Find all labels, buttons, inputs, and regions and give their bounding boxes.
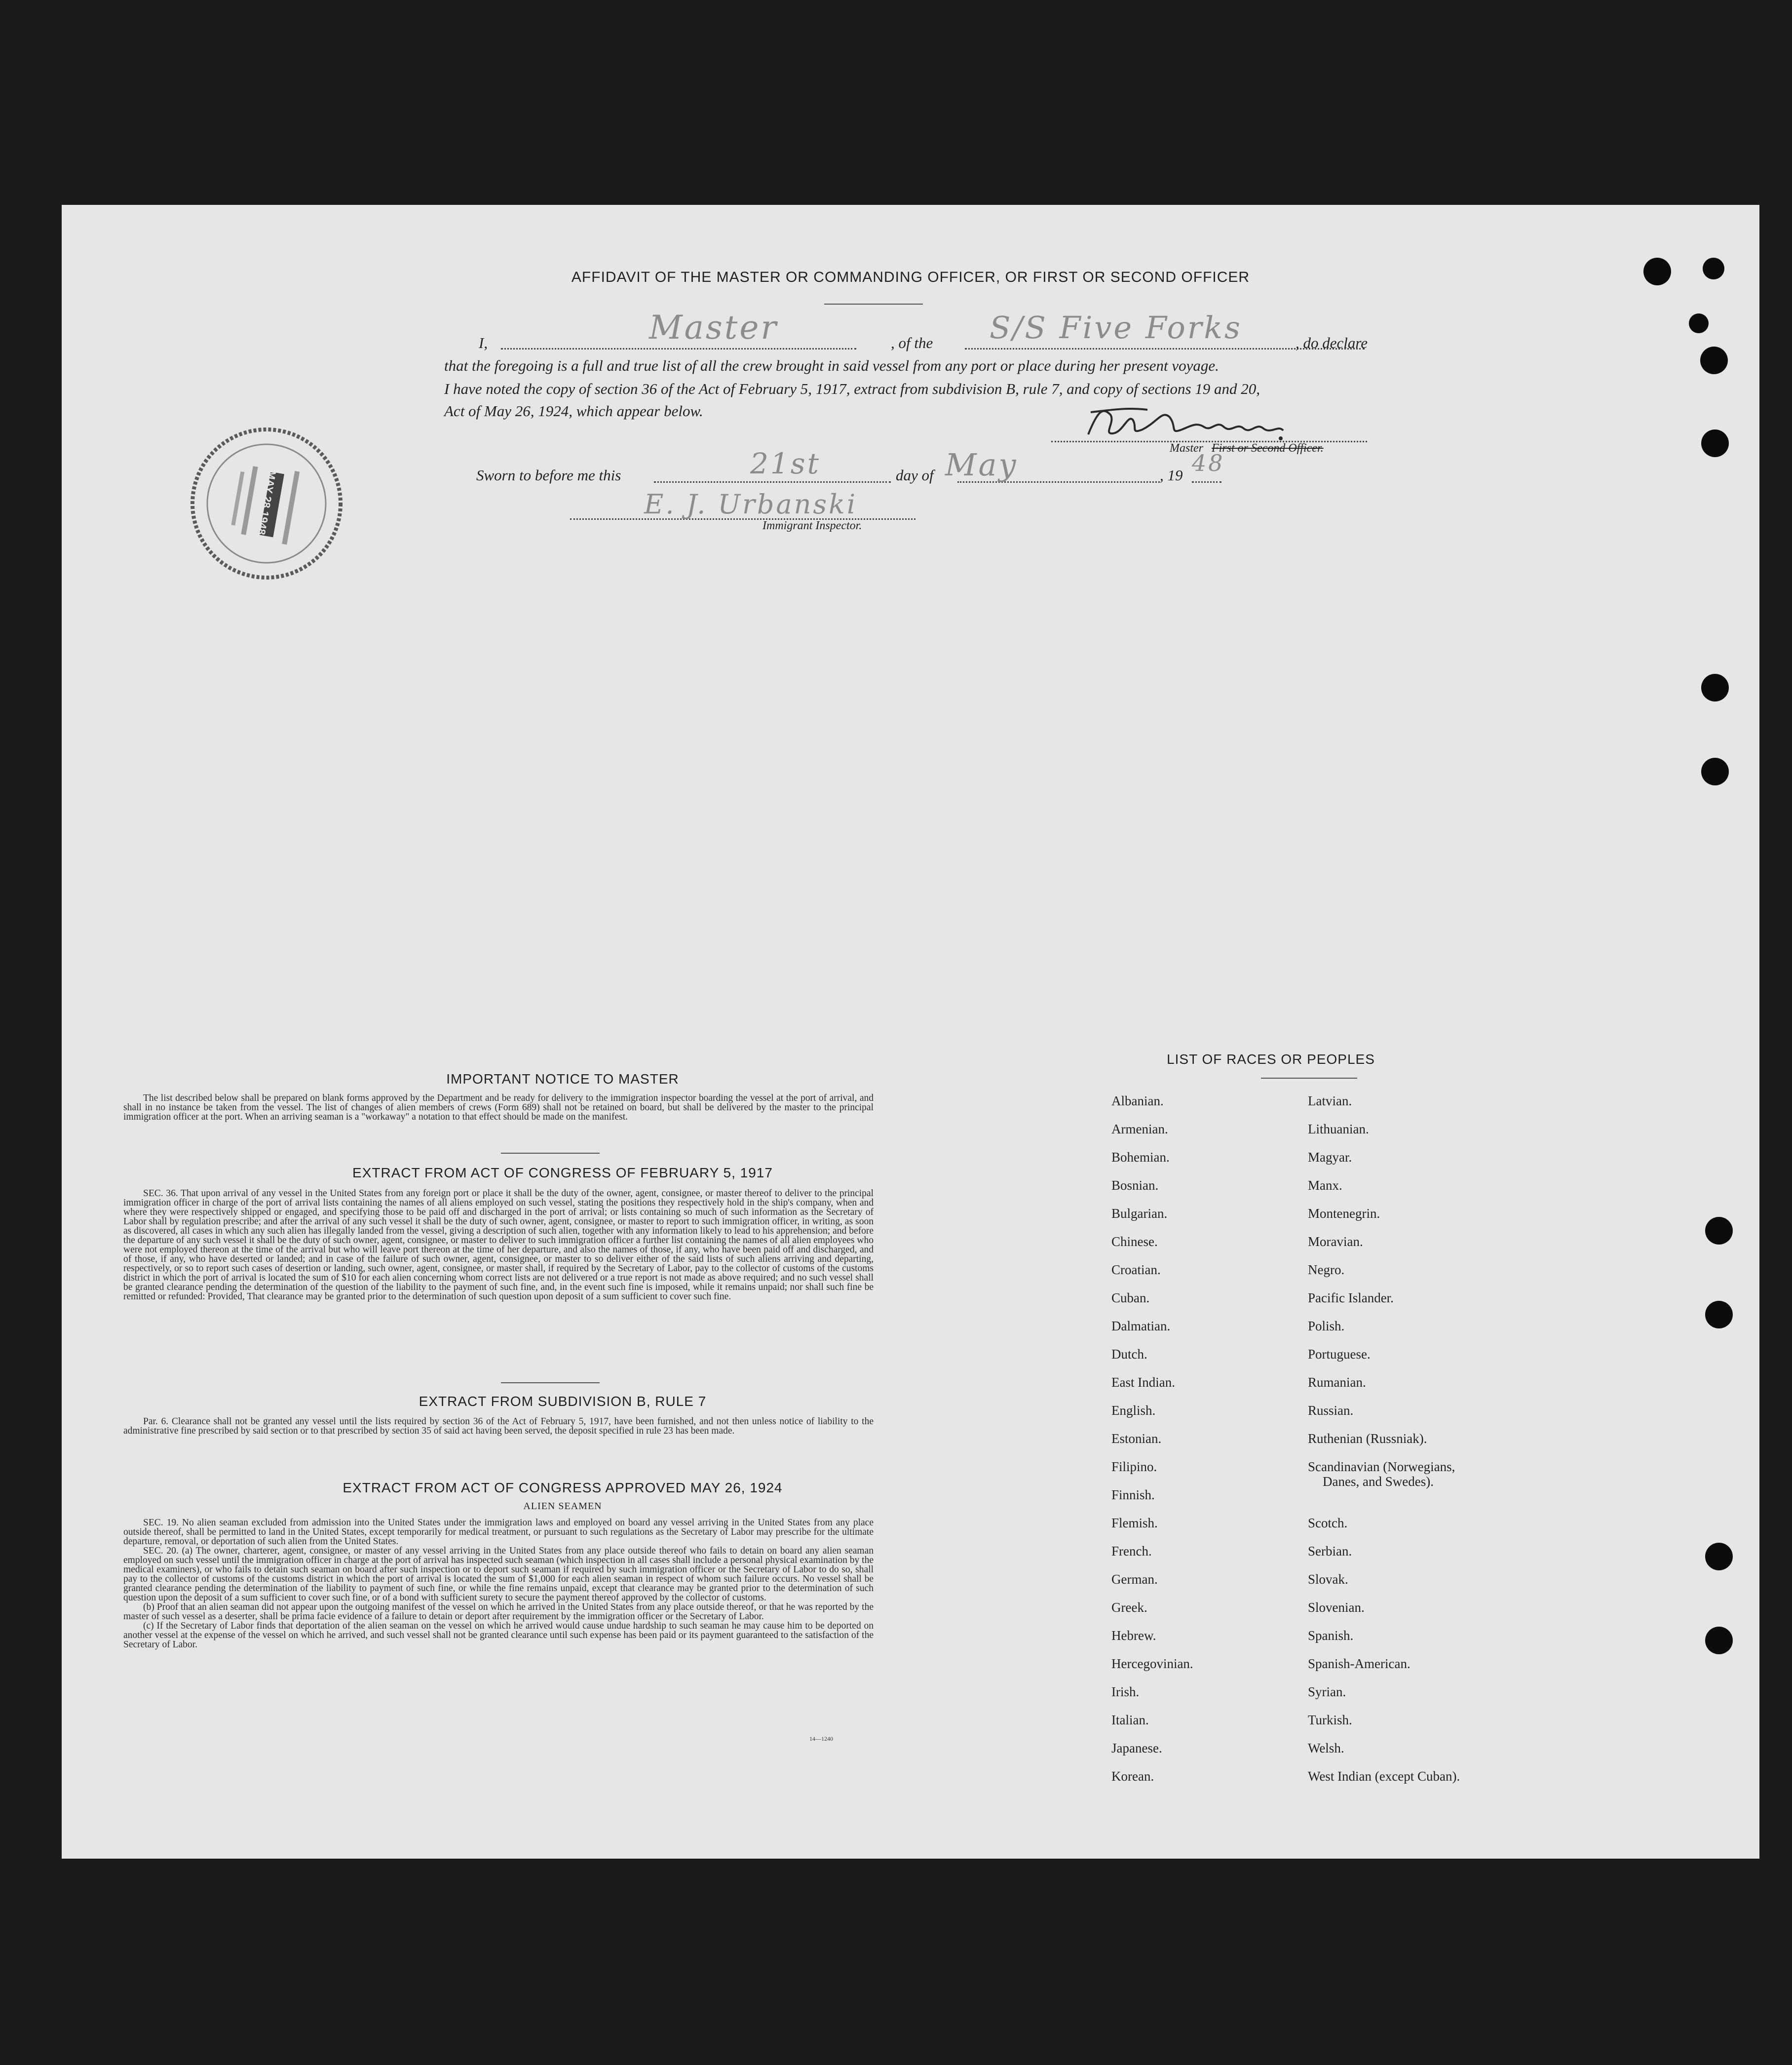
race-item: Russian.: [1308, 1403, 1354, 1418]
race-item: Portuguese.: [1308, 1347, 1371, 1362]
race-item: Hercegovinian.: [1111, 1656, 1193, 1671]
rule7-body: [123, 1417, 874, 1436]
race-item: Cuban.: [1111, 1290, 1150, 1305]
punch-hole: [1689, 313, 1709, 333]
sec20b-text: (b) Proof that an alien seaman did not appear upon the outgoing manifest of the vessel on which he arrived in the United States from any place outside thereof, or that he was reported by the master of such vessel as a deserter, shall be prima facie evidence of a failure to detain or deport after requirement by the immigration officer or the Secretary of Labor.: [123, 1602, 874, 1622]
master-signature-graphic: [1083, 400, 1291, 444]
notice-text: The list described below shall be prepared on blank forms approved by the Department and be ready for delivery to the immigration inspector boarding the vessel at the port of arrival, and shall in no instance be taken from the vessel. The list of changes of alien members of crews (Form 689) shall not be retained on board, but shall be delivered by the master to the principal immigration officer at the port. When an arriving seaman is a "workaway" a notation to that effect should be made on the manifest.: [123, 1093, 874, 1122]
race-item: Manx.: [1308, 1178, 1342, 1193]
sec19-text: SEC. 19. No alien seaman excluded from admission into the United States under the immigration laws and employed on board any vessel arriving in the United States from any place outside thereof, shall be permitted to land in the United States, except temporarily for medical treatment, or pursuant to such regulations as the Secretary of Labor may prescribe for the ultimate departure, removal, or deportation of such alien from the United States.: [123, 1518, 874, 1547]
sec20a-text: SEC. 20. (a) The owner, charterer, agent, consignee, or master of any vessel arriving in the United States from any place outside thereof who fails to detain on board any alien seaman employed on such vessel until the immigration officer in charge at the port of arrival has inspected such seaman (which inspection in all cases shall include a personal physical examination by the medical examiners), or who fails to detain such seaman on board after such inspection or to deport such seaman if required by such immigration officer or the Secretary of Labor to do so, shall pay to the collector of customs of the customs district in which the port of arrival is located the sum of $1,000 for each alien seaman in respect of whom such failure occurs. No vessel shall be granted clearance pending the determination of the liability to payment of such fine, or while the fine remains unpaid, except that clearance may be granted prior to the determination of such question upon the deposit of a sum sufficient to cover such fine, or of a bond with sufficient surety to secure the payment thereof approved by the collector of customs.: [123, 1546, 874, 1603]
race-item: Magyar.: [1308, 1150, 1352, 1165]
handwritten-master: Master: [649, 309, 778, 347]
affidavit-line-4: Act of May 26, 1924, which appear below.: [444, 402, 703, 420]
notice-rule: [501, 1153, 600, 1154]
race-item: West Indian (except Cuban).: [1308, 1769, 1460, 1784]
race-item: Spanish-American.: [1308, 1656, 1411, 1671]
race-item: Greek.: [1111, 1600, 1147, 1615]
race-item: Armenian.: [1111, 1122, 1168, 1136]
affidavit-i: I,: [479, 334, 488, 351]
race-item: Turkish.: [1308, 1713, 1352, 1727]
inspector-caption: Immigrant Inspector.: [763, 519, 862, 532]
handwritten-vessel: S/S Five Forks: [990, 310, 1242, 346]
race-item: Italian.: [1111, 1713, 1149, 1727]
race-item: Scandinavian (Norwegians,: [1308, 1459, 1455, 1474]
punch-hole: [1705, 1543, 1733, 1570]
race-item: German.: [1111, 1572, 1158, 1587]
affidavit-of-the: , of the: [891, 334, 933, 351]
extract-1917-text: SEC. 36. That upon arrival of any vessel in the United States from any foreign port or place it shall be the duty of the owner, agent, consignee, or master thereof to deliver to the principal immigration officer in charge of the port of arrival lists containing the names of all aliens employed on such vessel, stating the positions they respectively hold in the ship's company, when and where they were respectively shipped or engaged, and specifying those to be paid off and discharged in the port of arrival; or lists containing so much of such information as the Secretary of Labor shall by regulation prescribe; and after the arrival of any such vessel it shall be the duty of such owner, agent, consignee, or master to report to such immigration officer, in writing, as soon as discovered, all cases in which any such alien has illegally landed from the vessel, giving a description of such alien, together with any information likely to lead to his apprehension; and before the departure of any such vessel it shall be the duty of such owner, agent, consignee, or master to deliver to such immigration officer a further list containing the names of all alien employees who were not employed thereon at the time of the arrival but who will leave port thereon at the time of her departure, and also the names of those, if any, who have been paid off and discharged, and of those, if any, who have deserted or landed; and in case of the failure of such owner, agent, consignee, or master to so deliver either of the said lists of such aliens arriving and departing, respectively, or so to report such cases of desertion or landing, such owner, agent, consignee, or master shall, if required by the Secretary of Labor, pay to the collector of customs of the customs district in which the port of arrival is located the sum of $10 for each alien concerning whom correct lists are not delivered or a true report is not made as above required; and no such vessel shall be granted clearance pending the determination of the question of the liability to the payment of such fine, and, in the event such fine is imposed, while it remains unpaid; nor shall such fine be remitted or refunded: Provided, That clearance may be granted prior to the determination of such question upon deposit of a sum sufficient to cover such fine.: [123, 1188, 874, 1302]
punch-hole: [1705, 1627, 1733, 1654]
extract-1924-title: EXTRACT FROM ACT OF CONGRESS APPROVED MAY 26, 1924: [343, 1480, 783, 1495]
immigration-stamp: [185, 422, 348, 585]
affidavit-line-3: I have noted the copy of section 36 of the Act of February 5, 1917, extract from subdivision B, rule 7, and copy of sections 19 and 20,: [444, 380, 1260, 397]
punch-hole: [1700, 347, 1728, 374]
handwritten-month: May: [945, 447, 1018, 483]
rule7-text: Par. 6. Clearance shall not be granted any vessel until the lists required by section 36 of the Act of February 5, 1917, have been furnished, and not then unless notice of liability to the administrative fine prescribed by said section or to that prescribed by section 35 of said act having been served, the deposit specified in rule 23 has been made.: [123, 1416, 874, 1436]
race-item: Croatian.: [1111, 1262, 1161, 1277]
notice-title: IMPORTANT NOTICE TO MASTER: [446, 1071, 679, 1087]
race-item: Slovenian.: [1308, 1600, 1365, 1615]
race-item: East Indian.: [1111, 1375, 1175, 1390]
race-item: Latvian.: [1308, 1093, 1352, 1108]
race-item: Korean.: [1111, 1769, 1154, 1784]
race-item: Rumanian.: [1308, 1375, 1366, 1390]
punch-hole: [1705, 1217, 1733, 1245]
race-item: Chinese.: [1111, 1234, 1158, 1249]
signature-caption-master: Master: [1170, 442, 1203, 455]
race-item: Filipino.: [1111, 1459, 1157, 1474]
race-item: Bosnian.: [1111, 1178, 1159, 1193]
race-item: Pacific Islander.: [1308, 1290, 1394, 1305]
rule7-title: EXTRACT FROM SUBDIVISION B, RULE 7: [419, 1394, 707, 1409]
punch-hole: [1705, 1301, 1733, 1328]
race-item: Finnish.: [1111, 1487, 1155, 1502]
punch-hole: [1701, 758, 1729, 785]
extract-1917-body: [123, 1189, 874, 1301]
race-item: Syrian.: [1308, 1684, 1346, 1699]
races-title: LIST OF RACES OR PEOPLES: [1167, 1052, 1375, 1067]
form-number: 14—1240: [809, 1735, 833, 1742]
race-item: Polish.: [1308, 1319, 1345, 1333]
race-item: Welsh.: [1308, 1741, 1344, 1755]
sec20c-text: (c) If the Secretary of Labor finds that deportation of the alien seaman on the vessel on which he arrived would cause undue hardship to such seaman he may cause him to be deported on another vessel at the expense of the vessel on which he arrived, and such vessel shall not be granted clearance until such expense has been paid or its payment guaranteed to the satisfaction of the Secretary of Labor.: [123, 1621, 874, 1650]
notice-body: [123, 1093, 874, 1122]
race-item: English.: [1111, 1403, 1156, 1418]
handwritten-year: 48: [1192, 450, 1225, 476]
extract-1917-rule: [501, 1382, 600, 1383]
handwritten-day: 21st: [750, 447, 821, 480]
race-item: Moravian.: [1308, 1234, 1363, 1249]
race-item: Albanian.: [1111, 1093, 1164, 1108]
race-item: Ruthenian (Russniak).: [1308, 1431, 1427, 1446]
race-item: Lithuanian.: [1308, 1122, 1369, 1136]
race-item: Hebrew.: [1111, 1628, 1156, 1643]
handwritten-inspector: E. J. Urbanski: [644, 489, 858, 520]
race-item: Bohemian.: [1111, 1150, 1170, 1165]
race-item: Irish.: [1111, 1684, 1140, 1699]
affidavit-do-declare: , do declare: [1296, 334, 1368, 351]
master-title-field: [501, 348, 856, 350]
sworn-prefix: Sworn to before me this: [476, 467, 621, 484]
race-item: Danes, and Swedes).: [1323, 1474, 1434, 1489]
race-item: Dalmatian.: [1111, 1319, 1171, 1333]
race-item: Montenegrin.: [1308, 1206, 1380, 1221]
affidavit-title: AFFIDAVIT OF THE MASTER OR COMMANDING OFFICER, OR FIRST OR SECOND OFFICER: [571, 269, 1250, 285]
race-item: Bulgarian.: [1111, 1206, 1168, 1221]
punch-hole: [1701, 429, 1729, 457]
race-item: Japanese.: [1111, 1741, 1162, 1755]
extract-1924-body: [123, 1518, 874, 1649]
extract-1917-title: EXTRACT FROM ACT OF CONGRESS OF FEBRUARY 5, 1917: [352, 1165, 773, 1180]
stamp-date: MAY 28 1948: [255, 469, 279, 536]
affidavit-line-2: that the foregoing is a full and true list of all the crew brought in said vessel from any port or place during her present voyage.: [444, 357, 1219, 374]
sworn-day-of: day of: [896, 467, 934, 484]
sworn-day-field: [654, 481, 891, 483]
race-item: French.: [1111, 1544, 1152, 1558]
sworn-year-field: [1192, 481, 1221, 483]
races-rule: [1261, 1078, 1357, 1079]
signature-caption-struck: First or Second Officer.: [1212, 442, 1324, 455]
race-item: Serbian.: [1308, 1544, 1352, 1558]
race-item: Spanish.: [1308, 1628, 1354, 1643]
extract-1924-subtitle: ALIEN SEAMEN: [523, 1501, 602, 1512]
race-item: Negro.: [1308, 1262, 1345, 1277]
race-item: Scotch.: [1308, 1516, 1348, 1530]
race-item: Dutch.: [1111, 1347, 1147, 1362]
affidavit-title-rule: [824, 304, 923, 305]
race-item: Estonian.: [1111, 1431, 1162, 1446]
affidavit-form-page: [62, 205, 1759, 1859]
race-item: Flemish.: [1111, 1516, 1158, 1530]
race-item: Slovak.: [1308, 1572, 1348, 1587]
punch-hole: [1701, 674, 1729, 701]
sworn-year-prefix: , 19: [1160, 467, 1183, 484]
